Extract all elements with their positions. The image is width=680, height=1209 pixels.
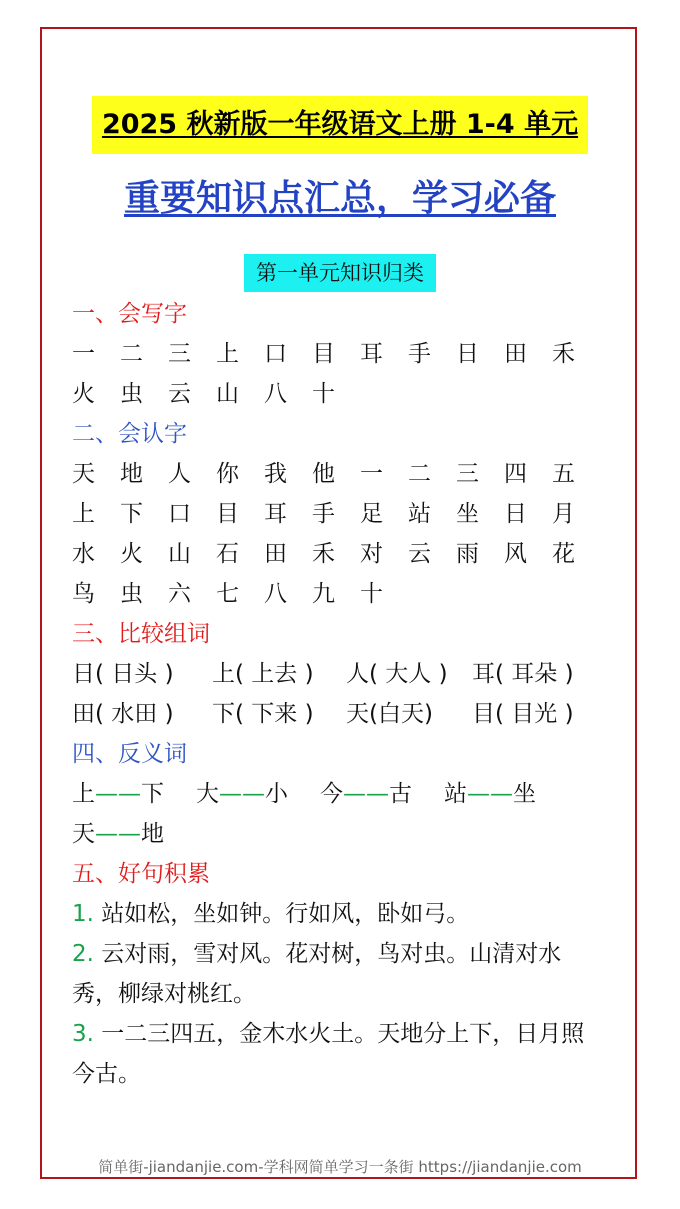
character: 禾 xyxy=(552,341,575,367)
character: 火 xyxy=(72,381,95,407)
character: 耳 xyxy=(360,341,383,367)
character-row xyxy=(72,374,622,414)
character: 口 xyxy=(264,341,287,367)
character: 田 xyxy=(504,341,527,367)
character: 日 xyxy=(504,501,527,527)
antonym-dash: —— xyxy=(95,781,141,807)
character: 一 xyxy=(72,341,95,367)
antonym-row xyxy=(72,814,622,854)
character: 二 xyxy=(408,461,431,487)
compare-row xyxy=(72,654,622,694)
character: 花 xyxy=(552,541,575,567)
sentence-number: 3. xyxy=(72,1021,94,1047)
antonym-pair xyxy=(320,774,412,814)
character: 上 xyxy=(72,501,95,527)
character: 十 xyxy=(312,381,335,407)
antonym-word: 地 xyxy=(141,821,164,847)
compare-word: 日( 日头 ) xyxy=(72,661,174,687)
sentence-text: 今古。 xyxy=(72,1061,141,1087)
antonym-word: 古 xyxy=(389,781,412,807)
section-heading-recognize: 二、会认字 xyxy=(72,421,187,447)
character: 雨 xyxy=(456,541,479,567)
write-characters xyxy=(72,334,622,414)
character: 田 xyxy=(264,541,287,567)
section-heading-antonyms: 四、反义词 xyxy=(72,741,187,767)
character-row xyxy=(72,534,622,574)
character: 虫 xyxy=(120,581,143,607)
character: 十 xyxy=(360,581,383,607)
compare-row xyxy=(72,694,622,734)
compare-word: 下( 下来 ) xyxy=(212,701,314,727)
antonym-pair xyxy=(444,774,536,814)
unit-heading: 第一单元知识归类 xyxy=(244,254,436,292)
character: 他 xyxy=(312,461,335,487)
title-line-1: 2025 秋新版一年级语文上册 1-4 单元 xyxy=(92,96,588,154)
antonym-pair xyxy=(72,814,164,854)
character: 火 xyxy=(120,541,143,567)
antonym-dash: —— xyxy=(95,821,141,847)
character-row xyxy=(72,494,622,534)
character: 四 xyxy=(504,461,527,487)
character: 地 xyxy=(120,461,143,487)
compare-word: 人( 大人 ) xyxy=(346,661,448,687)
character: 禾 xyxy=(312,541,335,567)
character: 八 xyxy=(264,581,287,607)
sentence-line xyxy=(72,974,622,1014)
section-heading-compare: 三、比较组词 xyxy=(72,621,210,647)
antonym-word: 站 xyxy=(444,781,467,807)
character: 风 xyxy=(504,541,527,567)
sentence-text: 云对雨，雪对风。花对树，鸟对虫。山清对水 xyxy=(101,941,562,967)
character: 七 xyxy=(216,581,239,607)
sentence-text: 站如松，坐如钟。行如风，卧如弓。 xyxy=(101,901,470,927)
antonym-word: 上 xyxy=(72,781,95,807)
character: 山 xyxy=(168,541,191,567)
antonym-word: 小 xyxy=(265,781,288,807)
character: 云 xyxy=(408,541,431,567)
compare-word: 天(白天) xyxy=(346,701,433,727)
character: 对 xyxy=(360,541,383,567)
character: 上 xyxy=(216,341,239,367)
character: 你 xyxy=(216,461,239,487)
character-row xyxy=(72,334,622,374)
character: 云 xyxy=(168,381,191,407)
antonym-dash: —— xyxy=(343,781,389,807)
sentence-line xyxy=(72,1014,622,1054)
sentence-number: 2. xyxy=(72,941,94,967)
character: 口 xyxy=(168,501,191,527)
antonym-word: 天 xyxy=(72,821,95,847)
antonym-dash: —— xyxy=(219,781,265,807)
antonym-pairs xyxy=(72,774,622,854)
compare-words xyxy=(72,654,622,734)
footer: 简单街-jiandanjie.com-学科网简单学习一条街 https://jiandanjie.com xyxy=(98,1158,582,1176)
character: 手 xyxy=(312,501,335,527)
sentence-text: 秀，柳绿对桃红。 xyxy=(72,981,256,1007)
character: 三 xyxy=(456,461,479,487)
character: 天 xyxy=(72,461,95,487)
character: 二 xyxy=(120,341,143,367)
antonym-word: 今 xyxy=(320,781,343,807)
character: 五 xyxy=(552,461,575,487)
character: 三 xyxy=(168,341,191,367)
character: 六 xyxy=(168,581,191,607)
recognize-characters xyxy=(72,454,622,614)
compare-word: 目( 目光 ) xyxy=(472,701,574,727)
character-row xyxy=(72,454,622,494)
section-heading-write: 一、会写字 xyxy=(72,301,187,327)
sentence-list xyxy=(72,894,622,1094)
character: 手 xyxy=(408,341,431,367)
antonym-pair xyxy=(72,774,164,814)
sentence-text: 一二三四五，金木水火土。天地分上下，日月照 xyxy=(101,1021,585,1047)
antonym-word: 大 xyxy=(196,781,219,807)
compare-word: 耳( 耳朵 ) xyxy=(472,661,574,687)
character: 日 xyxy=(456,341,479,367)
sentence-line xyxy=(72,894,622,934)
content xyxy=(72,294,622,1094)
title-line-2: 重要知识点汇总，学习必备 xyxy=(123,178,556,219)
character: 耳 xyxy=(264,501,287,527)
sentence-number: 1. xyxy=(72,901,94,927)
character: 人 xyxy=(168,461,191,487)
character: 目 xyxy=(312,341,335,367)
character: 坐 xyxy=(456,501,479,527)
character: 九 xyxy=(312,581,335,607)
character: 月 xyxy=(552,501,575,527)
antonym-word: 坐 xyxy=(513,781,536,807)
character: 一 xyxy=(360,461,383,487)
character: 站 xyxy=(408,501,431,527)
character: 石 xyxy=(216,541,239,567)
character: 我 xyxy=(264,461,287,487)
sentence-line xyxy=(72,934,622,974)
antonym-pair xyxy=(196,774,288,814)
section-heading-sentences: 五、好句积累 xyxy=(72,861,210,887)
character: 虫 xyxy=(120,381,143,407)
character: 下 xyxy=(120,501,143,527)
sentence-line xyxy=(72,1054,622,1094)
antonym-word: 下 xyxy=(141,781,164,807)
character: 山 xyxy=(216,381,239,407)
antonym-dash: —— xyxy=(467,781,513,807)
character: 八 xyxy=(264,381,287,407)
compare-word: 田( 水田 ) xyxy=(72,701,174,727)
antonym-row xyxy=(72,774,622,814)
character: 目 xyxy=(216,501,239,527)
character: 足 xyxy=(360,501,383,527)
character: 鸟 xyxy=(72,581,95,607)
character-row xyxy=(72,574,622,614)
compare-word: 上( 上去 ) xyxy=(212,661,314,687)
character: 水 xyxy=(72,541,95,567)
